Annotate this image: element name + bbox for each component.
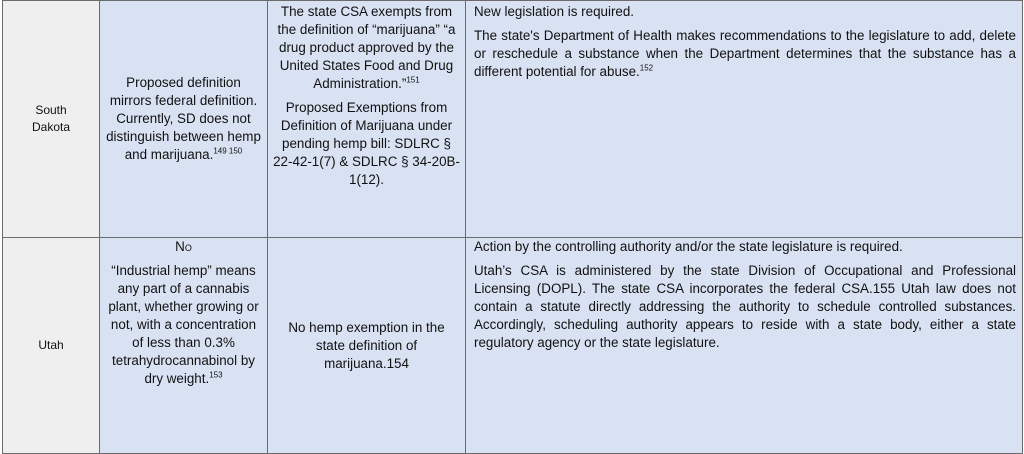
table-row — [3, 1, 1023, 238]
state-name-line: South — [35, 103, 67, 117]
exemption-text: The state CSA exempts from the definition of “marijuana” “a drug product approved by the United States Food and Drug Administration.”$^{151}$ — [277, 4, 456, 91]
state-name-line: Dakota — [31, 120, 71, 134]
authority-summary: Action by the controlling authority and/or the state legislature is required. — [474, 239, 903, 254]
state-name-cell — [3, 1, 100, 238]
state-comparison-table — [2, 0, 1023, 454]
definition-status: No — [175, 239, 192, 254]
hemp-definition-cell — [100, 1, 268, 238]
exemption-text: No hemp exemption in the state definition of marijuana.154 — [288, 319, 445, 371]
footnote-ref: 149 150 — [213, 146, 243, 156]
authority-summary: New legislation is required. — [474, 4, 635, 19]
definition-text: “Industrial hemp” means any part of a cannabis plant, whether growing or not, with a concentration of less than 0.3% tetrahydrocannabinol by dry weight.$^{153}$ — [108, 263, 259, 386]
state-name-cell — [3, 238, 100, 454]
hemp-definition-cell — [100, 238, 268, 454]
exemption-cell — [268, 238, 466, 454]
exemption-cell — [268, 1, 466, 238]
footnote-ref: 152 — [639, 63, 654, 73]
footnote-ref: 153 — [209, 370, 223, 380]
exemption-proposed-text: Proposed Exemptions from Definition of Marijuana under pending hemp bill: SDLRC § 22-42-1(7) & SDLRC § 34-20B-1(12). — [273, 100, 460, 187]
authority-detail: Utah’s CSA is administered by the state Division of Occupational and Professional Licensing (DOPL). The state CSA incorporates the federal CSA.155 Utah law does not contain a statute directly addressing the authority to schedule controlled substances. Accordingly, scheduling authority appears to reside with a state body, either a state regulatory agency or the state legislature. — [474, 263, 1016, 350]
footnote-ref: 151 — [406, 75, 420, 85]
state-name-line: Utah — [38, 338, 64, 352]
definition-text: Proposed definition mirrors federal definition. Currently, SD does not distinguish between hemp and marijuana.$^{149 150}$ — [106, 75, 261, 162]
scheduling-authority-cell — [466, 1, 1023, 238]
scheduling-authority-cell — [466, 238, 1023, 454]
table-row — [3, 238, 1023, 454]
authority-detail: The state's Department of Health makes recommendations to the legislature to add, delete or reschedule a substance when the Department determines that the substance has a different potential for abuse.$^{152}$ — [474, 28, 1016, 79]
